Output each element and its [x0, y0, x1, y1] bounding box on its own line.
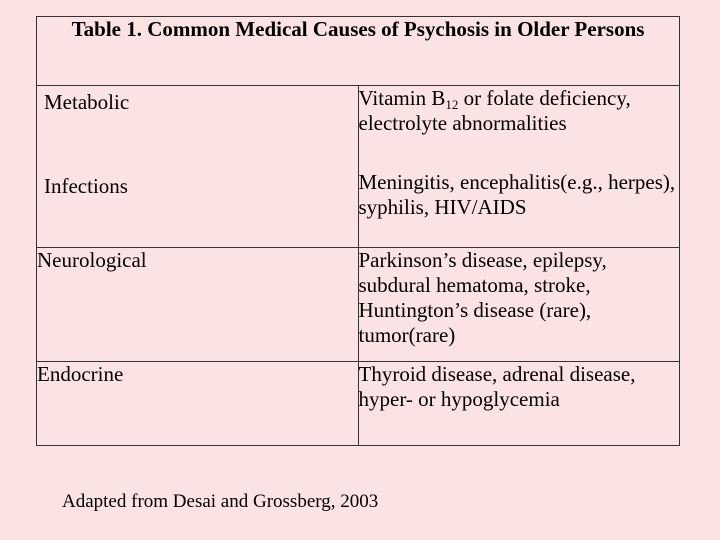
description-cell — [358, 86, 680, 248]
category-endocrine: Endocrine — [37, 362, 359, 446]
category-neurological: Neurological — [37, 248, 359, 362]
category-cell — [37, 86, 359, 248]
category-metabolic: Metabolic — [44, 90, 130, 114]
causes-table — [36, 16, 680, 446]
description-infections: Meningitis, encephalitis(e.g., herpes), syphilis, HIV/AIDS — [358, 170, 676, 219]
table-row — [37, 86, 680, 248]
citation: Adapted from Desai and Grossberg, 2003 — [62, 491, 379, 512]
description-metabolic: Vitamin $B_{12}$ or folate deficiency, electrolyte abnormalities — [358, 86, 631, 135]
category-infections: Infections — [44, 174, 128, 198]
table-title: Table 1. Common Medical Causes of Psychosis in Older Persons — [37, 17, 680, 86]
table-row — [37, 362, 680, 446]
description-endocrine: Thyroid disease, adrenal disease, hyper- or hypoglycemia — [358, 362, 680, 446]
description-neurological: Parkinson’s disease, epilepsy, subdural hematoma, stroke, Huntington’s disease (rare), tumor(rare) — [358, 248, 680, 362]
table-row — [37, 248, 680, 362]
table-title-row — [37, 17, 680, 86]
